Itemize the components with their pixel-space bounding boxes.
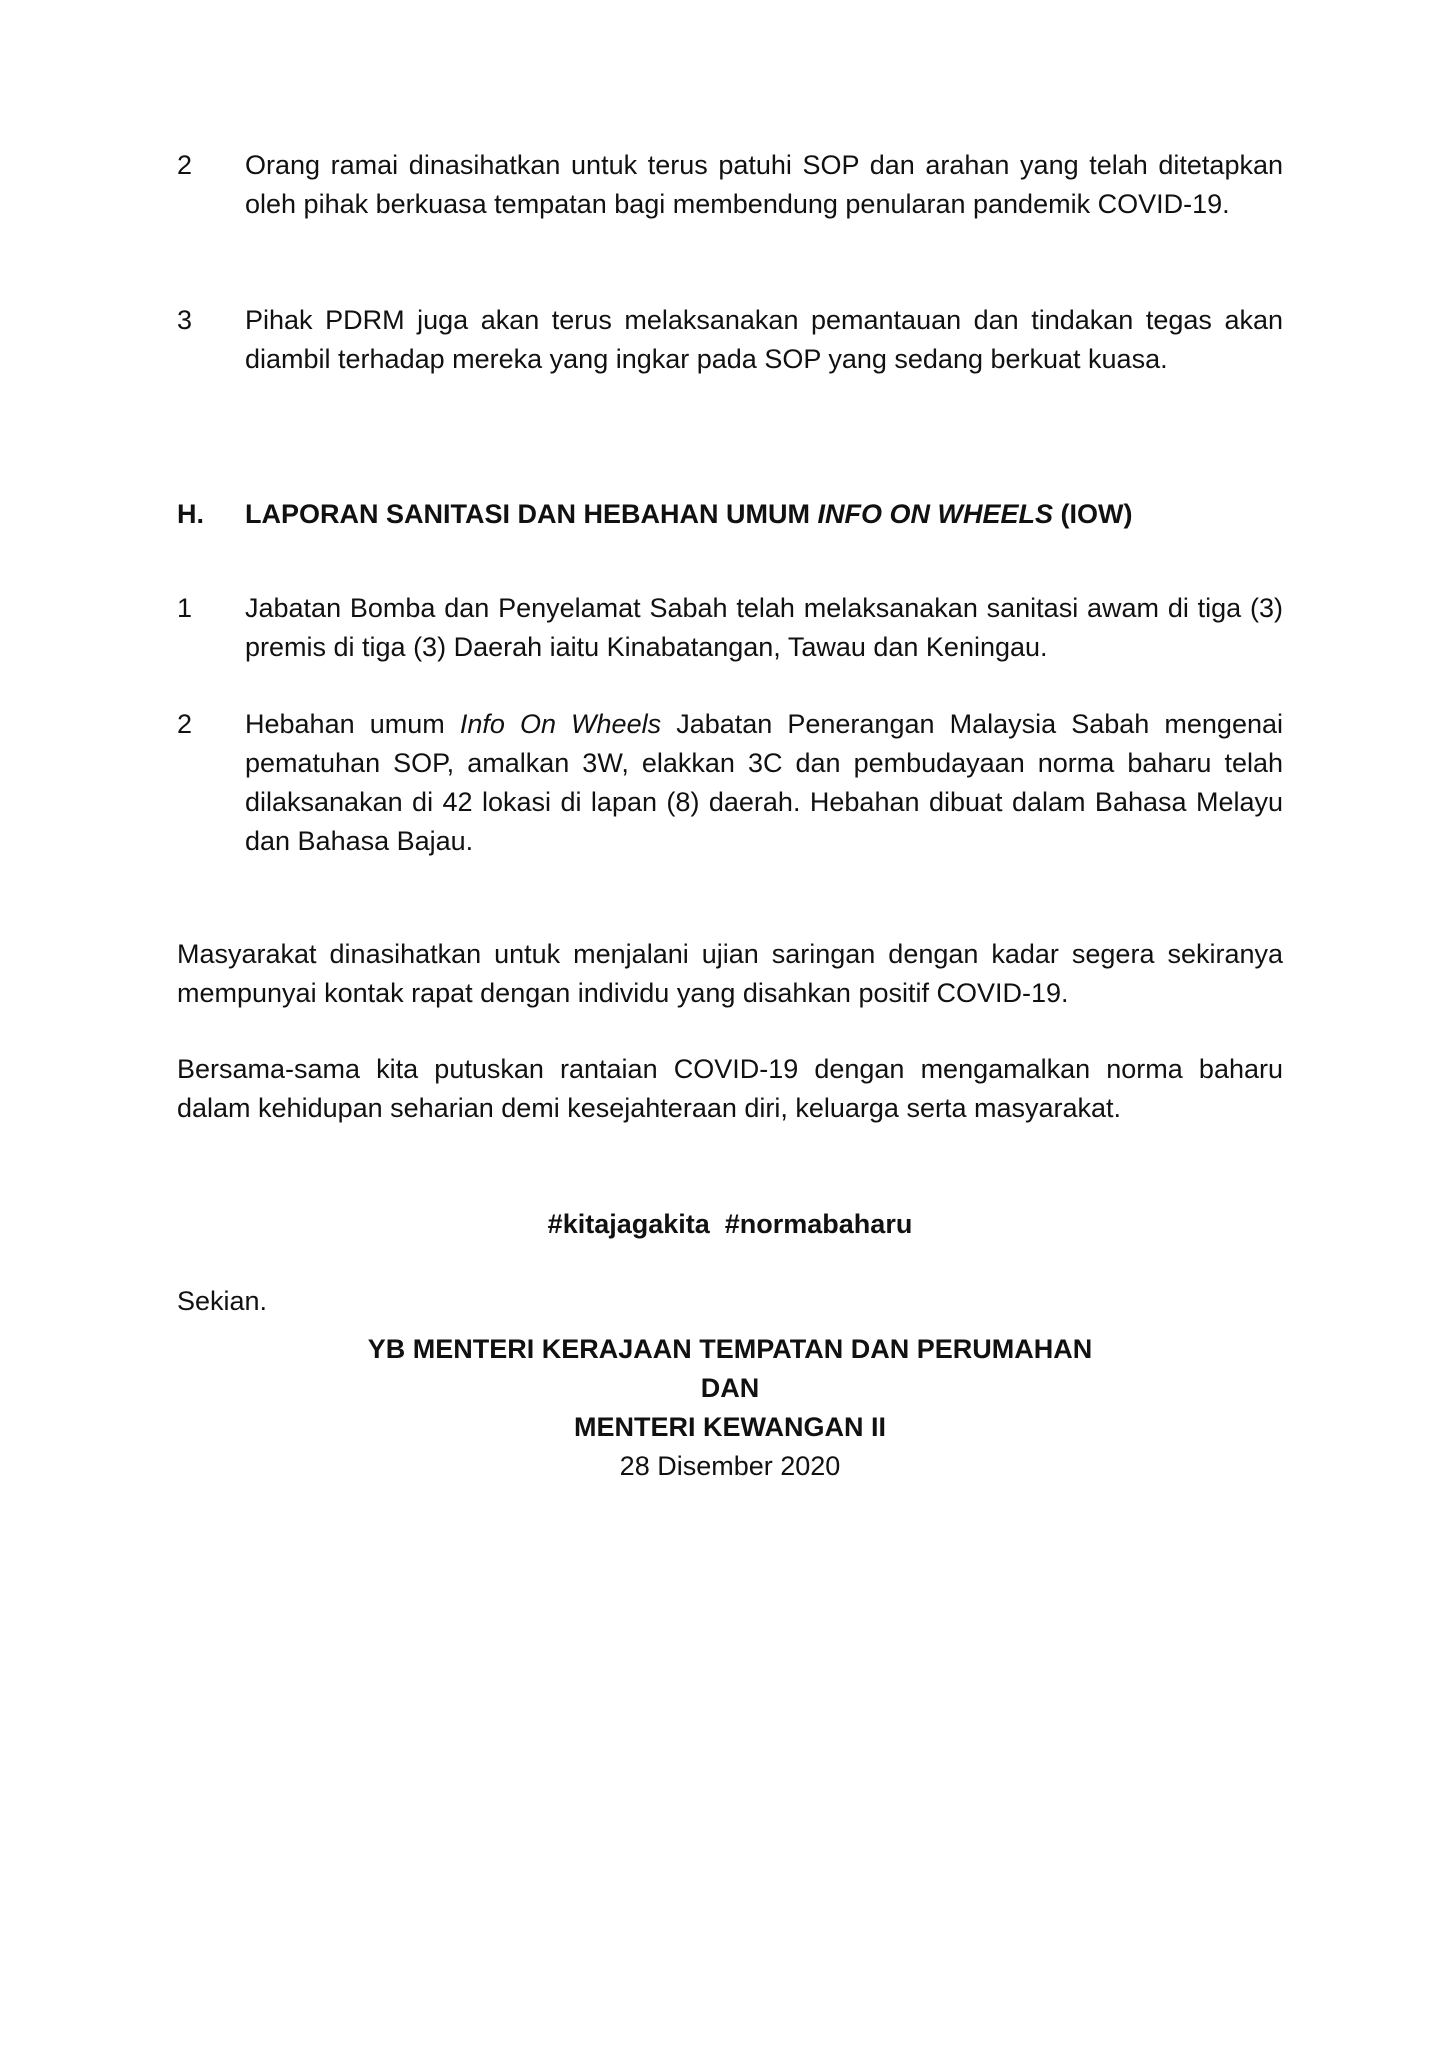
item-text: Orang ramai dinasihatkan untuk terus patuhi SOP dan arahan yang telah ditetapkan oleh pihak berkuasa tempatan bagi membendung penularan pandemik COVID-19. — [245, 150, 1283, 219]
section-title — [245, 495, 1132, 534]
section-title-before: LAPORAN SANITASI DAN HEBAHAN UMUM — [245, 499, 818, 529]
section-title-italic: INFO ON WHEELS — [817, 499, 1053, 529]
item-text — [245, 705, 1283, 861]
hashtags: #kitajagakita #normabaharu — [547, 1209, 913, 1239]
section-letter: H. — [177, 499, 204, 529]
sign-off: Sekian. — [177, 1286, 268, 1316]
signature-line-3: MENTERI KEWANGAN II — [573, 1412, 886, 1442]
signature-line-1: YB MENTERI KERAJAAN TEMPATAN DAN PERUMAHAN — [367, 1334, 1093, 1364]
item-number: 3 — [177, 305, 193, 335]
item-text-after: Jabatan Penerangan Malaysia Sabah mengenai pematuhan SOP, amalkan 3W, elakkan 3C dan pembudayaan norma baharu telah dilaksanakan di 42 lokasi di lapan (8) daerah. Hebahan dibuat dalam Bahasa Melayu dan Bahasa Bajau. — [245, 709, 1283, 856]
section-title-after: (IOW) — [1052, 499, 1133, 529]
item-text-italic: Info On Wheels — [459, 709, 662, 739]
item-number: 1 — [177, 593, 193, 623]
item-number: 2 — [177, 709, 193, 739]
advisory-paragraph: Masyarakat dinasihatkan untuk menjalani ujian saringan dengan kadar segera sekiranya mempunyai kontak rapat dengan individu yang disahkan positif COVID-19. — [177, 939, 1283, 1008]
item-text-before: Hebahan umum — [245, 709, 460, 739]
campaign-paragraph: Bersama-sama kita putuskan rantaian COVID-19 dengan mengamalkan norma baharu dalam kehidupan seharian demi kesejahteraan diri, keluarga serta masyarakat. — [177, 1054, 1283, 1123]
signature-line-2: DAN — [700, 1373, 760, 1403]
item-number: 2 — [177, 150, 193, 180]
item-text: Jabatan Bomba dan Penyelamat Sabah telah melaksanakan sanitasi awam di tiga (3) premis di tiga (3) Daerah iaitu Kinabatangan, Tawau dan Keningau. — [245, 593, 1283, 662]
signature-date: 28 Disember 2020 — [619, 1451, 841, 1481]
item-text: Pihak PDRM juga akan terus melaksanakan pemantauan dan tindakan tegas akan diambil terhadap mereka yang ingkar pada SOP yang sedang berkuat kuasa. — [245, 305, 1283, 374]
